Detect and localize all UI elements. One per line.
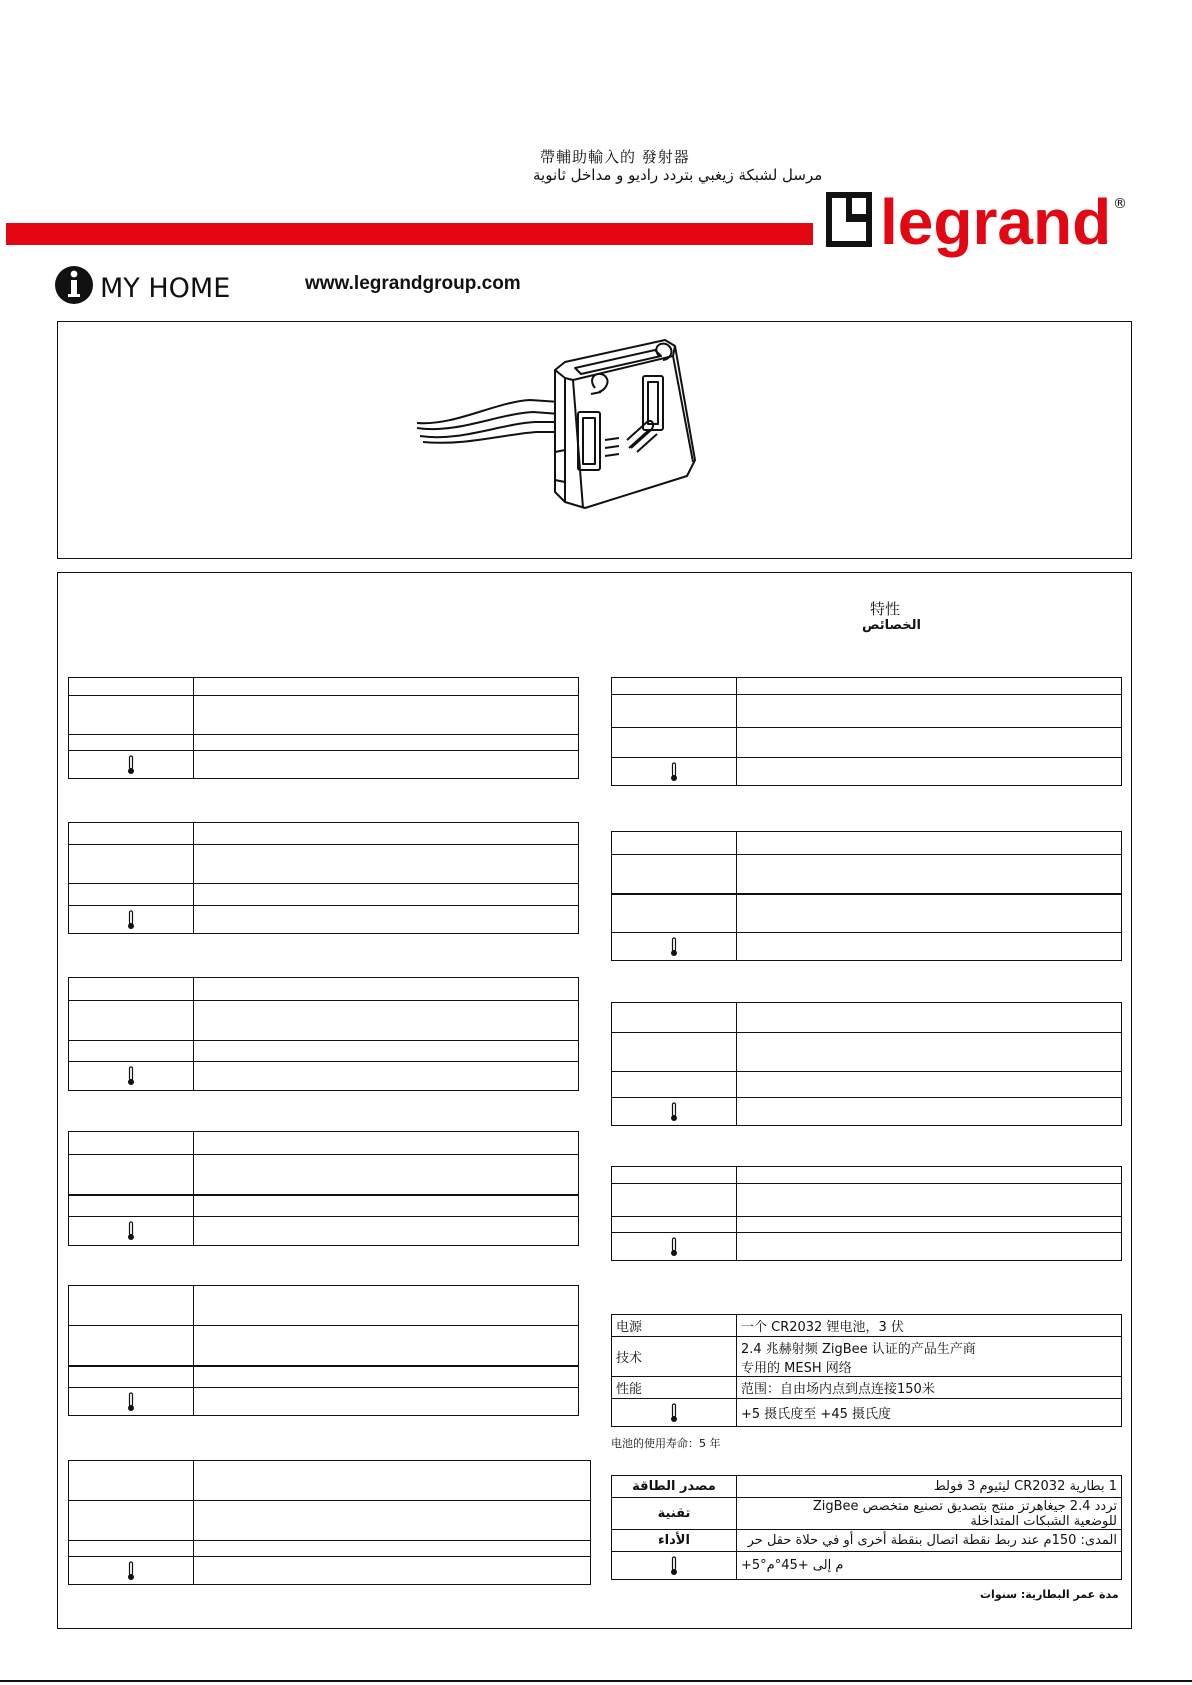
spec-label-power: 电源 <box>612 1315 737 1337</box>
spec-value-technology-ar-line2: للوضعية الشبكات المتداخلة <box>970 1513 1117 1529</box>
spec-label-performance: 性能 <box>612 1377 737 1399</box>
thermometer-icon <box>669 1403 679 1423</box>
spec-label-technology-ar: تقنية <box>612 1498 737 1530</box>
thermometer-icon <box>669 1102 679 1122</box>
thermometer-icon <box>126 1392 136 1412</box>
red-header-bar <box>6 223 813 245</box>
transmitter-device-illustration <box>415 330 725 556</box>
spec-value-performance-ar: المدى: 150م عند ربط نقطة اتصال بنقطة أخرى أو في حلاة حقل حر <box>737 1530 1122 1552</box>
spec-table-arabic <box>611 1475 1122 1580</box>
spec-table-left-6 <box>68 1460 591 1585</box>
spec-value-temperature: +5 摄氏度至 +45 摄氏度 <box>737 1399 1122 1427</box>
thermometer-icon <box>126 1066 136 1086</box>
spec-table-right-2 <box>611 831 1122 961</box>
spec-table-left-4 <box>68 1131 579 1246</box>
thermometer-icon <box>669 1556 679 1576</box>
thermometer-icon <box>669 937 679 957</box>
thermometer-icon <box>126 910 136 930</box>
title-arabic: مرسل لشبكة زيغبي بتردد راديو و مداخل ثانوية <box>533 166 823 184</box>
title-chinese: 帶輔助輸入的 發射器 <box>540 148 690 166</box>
spec-table-left-1 <box>68 677 579 779</box>
registered-mark: ® <box>1113 196 1127 212</box>
characteristics-title-arabic: الخصائص <box>862 618 922 633</box>
thermometer-icon <box>669 1237 679 1257</box>
spec-value-technology <box>737 1337 1122 1377</box>
spec-table-left-3 <box>68 977 579 1091</box>
legrand-wordmark: legrand <box>880 190 1112 258</box>
thermometer-icon <box>126 1221 136 1241</box>
website-link[interactable]: www.legrandgroup.com <box>305 273 521 294</box>
spec-value-temperature-ar: +5°م إلى +45°م <box>737 1552 1122 1580</box>
battery-life-note-chinese: 电池的使用寿命：5 年 <box>611 1437 721 1450</box>
spec-value-technology-line1: 2.4 兆赫射频 ZigBee 认证的产品生产商 <box>741 1341 976 1357</box>
spec-value-power: 一个 CR2032 锂电池，3 伏 <box>737 1315 1122 1337</box>
thermometer-icon <box>126 755 136 775</box>
thermometer-icon <box>669 762 679 782</box>
spec-table-chinese <box>611 1314 1122 1427</box>
spec-table-left-5 <box>68 1285 579 1416</box>
spec-value-technology-line2: 专用的 MESH 网络 <box>741 1360 852 1376</box>
info-icon <box>55 266 93 304</box>
thermometer-icon <box>126 1561 136 1581</box>
spec-label-power-ar: مصدر الطاقة <box>612 1476 737 1498</box>
myhome-wordmark: MY HOME <box>100 273 231 304</box>
bottom-rule <box>0 1680 1192 1682</box>
spec-value-technology-ar-line1: تردد 2.4 جيغاهرتز منتج بتصديق تصنيع متخصص ZigBee <box>812 1498 1117 1514</box>
spec-table-right-4 <box>611 1166 1122 1261</box>
spec-table-right-3 <box>611 1002 1122 1126</box>
spec-table-left-2 <box>68 822 579 934</box>
spec-value-performance: 范围：自由场内点到点连接150米 <box>737 1377 1122 1399</box>
spec-value-technology-ar <box>737 1498 1122 1530</box>
characteristics-title-chinese: 特性 <box>870 600 901 618</box>
spec-label-technology: 技术 <box>612 1337 737 1377</box>
battery-life-note-arabic: مدة عمر البطارية: سنوات <box>980 1588 1119 1601</box>
legrand-logo <box>826 190 1134 260</box>
myhome-logo <box>55 264 295 308</box>
spec-table-right-1 <box>611 677 1122 786</box>
spec-value-power-ar: 1 بطارية CR2032 ليثيوم 3 فولط <box>737 1476 1122 1498</box>
spec-label-performance-ar: الأداء <box>612 1530 737 1552</box>
